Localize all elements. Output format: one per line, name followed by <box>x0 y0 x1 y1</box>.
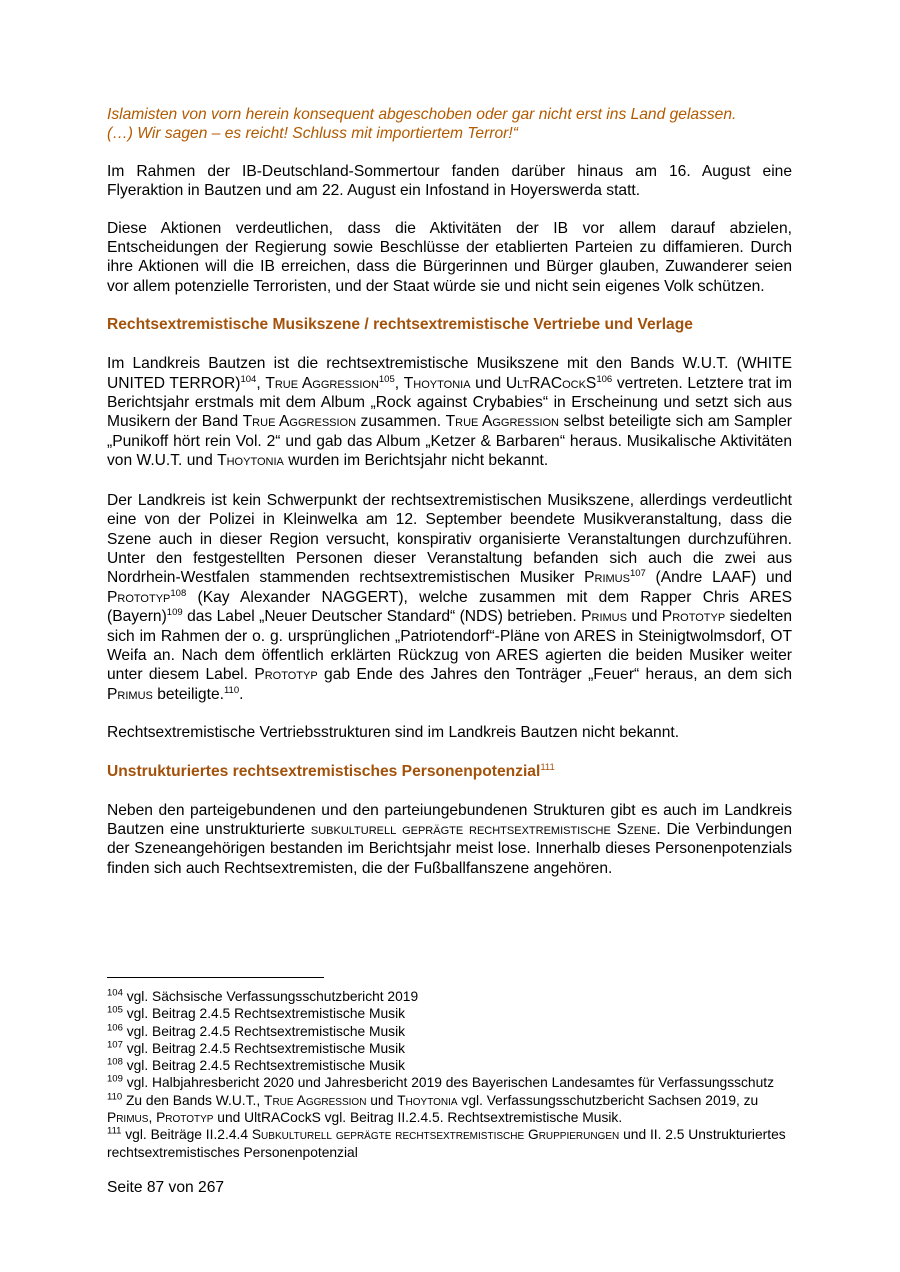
musician-name: Prototyp <box>156 1110 214 1126</box>
footnotes <box>107 988 792 1161</box>
band-name: True Aggression <box>264 1092 367 1108</box>
footnote-ref: 107 <box>629 568 646 580</box>
band-name: Thoytonia <box>403 374 471 392</box>
band-name: UltRACockS <box>505 374 597 392</box>
text: und <box>626 608 662 626</box>
footnote-text: und <box>366 1092 398 1108</box>
footnote-text: und II. 2.5 Unstrukturiertes rechtsextremistisches Personenpotenzial <box>107 1127 786 1160</box>
footnote-text: vgl. Beitrag 2.4.5 Rechtsextremistische Musik <box>122 1040 406 1056</box>
footnote-text: vgl. Halbjahresbericht 2020 und Jahresbericht 2019 des Bayerischen Landesamtes für Verfassungsschutz <box>122 1075 774 1091</box>
footnote-text: vgl. Verfassungsschutzbericht Sachsen 2019, zu <box>457 1092 759 1108</box>
page-number: Seite 87 von 267 <box>107 1179 225 1196</box>
footnote-text: , <box>148 1110 157 1126</box>
quote-block <box>107 105 792 144</box>
musician-name: Primus <box>107 685 153 703</box>
paragraph-aktionen: Diese Aktionen verdeutlichen, dass die Aktivitäten der IB vor allem darauf abzielen, Entscheidungen der Regierung sowie Beschlüsse der etablierten Parteien zu diffamieren. Durch ihre Aktionen will die IB erreichen, dass die Bürgerinnen und Bürger glauben, Zuwanderer seien vor allem potenzielle Terroristen, und der Staat würde sie und nicht sein eigenes Volk schützen. <box>107 219 792 295</box>
footnote-ref: 105 <box>378 373 395 385</box>
footnote-109 <box>107 1074 792 1091</box>
text: das Label „Neuer Deutscher Standard“ (NDS) betrieben. <box>182 608 582 626</box>
text: wurden im Berichtsjahr nicht bekannt. <box>283 452 549 470</box>
footnote-text: Zu den Bands W.U.T., <box>122 1092 265 1108</box>
paragraph-sommertour: Im Rahmen der IB-Deutschland-Sommertour fanden darüber hinaus am 16. August eine Flyeraktion in Bautzen und am 22. August ein Infostand in Hoyerswerda statt. <box>107 162 792 200</box>
page-body <box>107 104 792 878</box>
footnote-text: vgl. Beitrag 2.4.5 Rechtsextremistische Musik <box>122 1006 406 1022</box>
text: zusammen. <box>356 413 446 431</box>
paragraph-kleinwelka <box>107 491 792 704</box>
text: Neben den parteigebundenen und den parteiungebundenen Strukturen gibt es auch im Landkreis Bautzen eine unstrukturierte <box>107 801 792 838</box>
footnote-number: 105 <box>107 1004 123 1016</box>
footnote-number: 109 <box>107 1073 123 1085</box>
term-smallcaps: subkulturell geprägte rechtsextremistische Szene <box>310 820 657 838</box>
paragraph-personenpotenzial <box>107 801 792 879</box>
footnote-text: vgl. Beitrag 2.4.5 Rechtsextremistische Musik <box>122 1058 406 1074</box>
text: beteiligte. <box>152 685 224 703</box>
footnote-104 <box>107 988 792 1005</box>
footnote-number: 106 <box>107 1022 123 1033</box>
quote-line-1: Islamisten von vorn herein konsequent abgeschoben oder gar nicht erst ins Land gelassen. <box>107 106 737 123</box>
footnote-ref: 104 <box>240 373 257 385</box>
footnote-ref: 111 <box>540 761 555 773</box>
footnote-ref: 106 <box>596 373 613 385</box>
musician-name: Prototyp <box>661 608 726 626</box>
text: , <box>394 374 404 392</box>
term-smallcaps: Subkulturell geprägte rechtsextremistische Gruppierungen <box>251 1127 620 1143</box>
footnote-text: vgl. Sächsische Verfassungsschutzbericht 2019 <box>122 989 419 1004</box>
text: . <box>239 685 244 703</box>
section-heading-musikszene: Rechtsextremistische Musikszene / rechtsextremistische Vertriebe und Verlage <box>107 316 693 334</box>
footnote-107 <box>107 1040 792 1057</box>
footnote-ref: 109 <box>166 606 183 618</box>
text: (Kay Alexander NAGGERT), welche zusammen mit dem Rapper Chris ARES (Bayern) <box>107 588 792 626</box>
footnote-text: vgl. Beiträge II.2.4.4 <box>121 1127 252 1143</box>
band-name: Thoytonia <box>397 1092 458 1108</box>
text: selbst beteiligte sich am Sampler „Punikoff hört rein Vol. 2“ und gab das Album „Ketzer & Barbaren“ heraus. Musikalische Aktivitäten von W.U.T. und <box>107 413 792 470</box>
text: Im Landkreis Bautzen ist die rechtsextremistische Musikszene mit den Bands W.U.T. (WHITE UNITED TERROR) <box>107 355 792 392</box>
musician-name: Primus <box>581 608 627 626</box>
musician-name: Primus <box>584 569 630 587</box>
musician-name: Prototyp <box>107 588 171 606</box>
footnote-number: 104 <box>107 987 123 999</box>
text: vertreten. Letztere trat im Berichtsjahr erstmals mit dem Album „Rock against Crybabies“ in Erscheinung und setzt sich aus Musikern der Band <box>107 374 793 431</box>
band-name: True Aggression <box>242 413 357 431</box>
musician-name: Prototyp <box>254 666 318 684</box>
footnote-text: und UltRACockS vgl. Beitrag II.2.4.5. Rechtsextremistische Musik. <box>213 1110 623 1126</box>
footnote-110 <box>107 1092 792 1127</box>
footnote-text: vgl. Beitrag 2.4.5 Rechtsextremistische Musik <box>122 1023 406 1039</box>
footnote-108 <box>107 1057 792 1074</box>
footnote-ref: 108 <box>170 587 187 599</box>
band-name: True Aggression <box>445 413 559 431</box>
paragraph-vertrieb: Rechtsextremistische Vertriebsstrukturen sind im Landkreis Bautzen nicht bekannt. <box>107 724 680 742</box>
footnote-number: 111 <box>107 1125 122 1137</box>
heading-text: Unstrukturiertes rechtsextremistisches Personenpotenzial <box>107 762 541 780</box>
section-heading-personenpotenzial <box>107 762 792 781</box>
text: und <box>470 374 506 392</box>
musician-name: Primus <box>107 1110 149 1126</box>
footnote-number: 110 <box>107 1091 123 1103</box>
footnote-105 <box>107 1005 792 1022</box>
quote-line-2: (…) Wir sagen – es reicht! Schluss mit importiertem Terror!“ <box>107 125 518 143</box>
text: gab Ende des Jahres den Tonträger „Feuer“ heraus, an dem sich <box>317 666 792 684</box>
band-name: Thoytonia <box>217 452 284 470</box>
footnote-number: 107 <box>107 1039 123 1051</box>
footnote-separator <box>107 977 324 978</box>
band-name: True Aggression <box>265 374 379 392</box>
text: . Die Verbindungen der Szeneangehörigen bestanden im Berichtsjahr meist lose. Innerhalb dieses Personenpotenzials finden sich auch Rechtsextremisten, die der Fußballfanszene angehören. <box>107 820 793 877</box>
footnote-ref: 110 <box>223 684 240 696</box>
footnote-111 <box>107 1126 792 1161</box>
text: Der Landkreis ist kein Schwerpunkt der rechtsextremistischen Musikszene, allerdings verdeutlicht eine von der Polizei in Kleinwelka am 12. September beendete Musikveranstaltung, dass die Szene auch in dieser Region versucht, konspirativ organisierte Veranstaltungen durchzuführen. Unter den festgestellten Personen dieser Veranstaltung befanden sich auch die zwei aus Nordrhein-Westfalen stammenden rechtsextremistischen Musiker <box>107 491 792 587</box>
text: siedelten sich im Rahmen der o. g. ursprünglichen „Patriotendorf“-Pläne von ARES in Steinigtwolmsdorf, OT Weifa an. Nach dem öffentlich erklärten Rückzug von ARES agierten die beiden Musiker weiter unter diesem Label. <box>107 608 792 684</box>
footnote-106 <box>107 1023 792 1040</box>
text: , <box>256 374 266 392</box>
text: (Andre LAAF) und <box>645 569 792 587</box>
paragraph-bands <box>107 354 792 470</box>
footnote-number: 108 <box>107 1056 123 1068</box>
